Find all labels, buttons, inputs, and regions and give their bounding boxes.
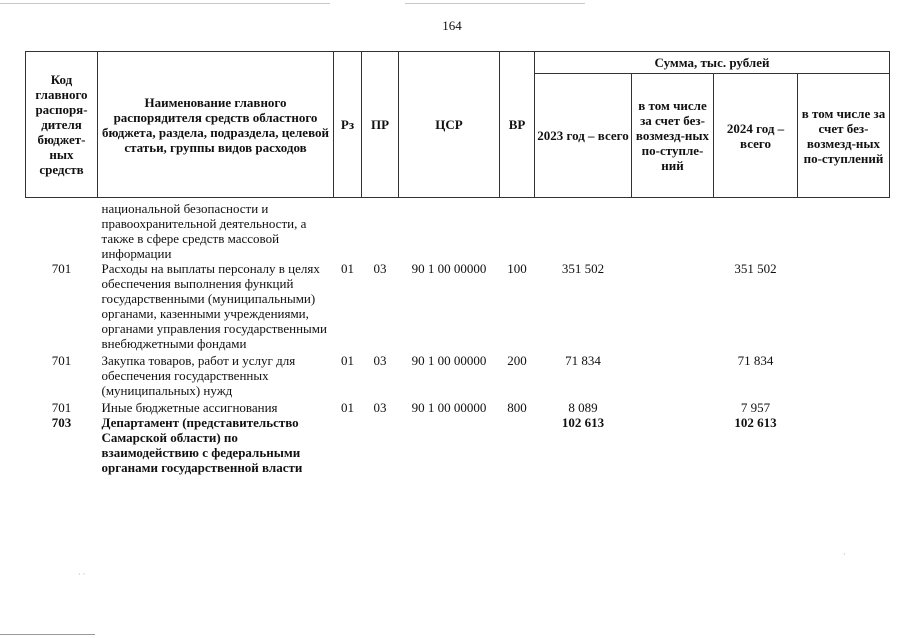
row-pr: 03 [373,400,387,415]
row-2024-free [798,261,890,351]
header-rz: Рз [334,52,362,198]
row-2023-free [632,198,714,262]
row-vr: 100 [507,261,527,276]
row-name: Закупка товаров, работ и услуг для обеспечения государственных (муниципальных) нужд [101,353,296,398]
row-2024-free [798,398,890,415]
row-pr: 03 [373,353,387,368]
row-2024-free [798,415,890,475]
scan-speck: · · [78,570,86,579]
header-csr: ЦСР [399,52,500,198]
row-2023-total [535,198,632,262]
row-code: 701 [51,261,72,276]
row-rz: 01 [341,261,354,276]
row-2024-free [798,198,890,262]
header-2024-total: 2024 год – всего [714,74,798,198]
row-csr: 90 1 00 00000 [411,400,487,415]
header-code: Код главного распоря-дителя бюджет-ных средств [26,52,98,198]
row-name: национальной безопасности и правоохранительной деятельности, а также в сфере средств массовой информации [101,201,307,261]
row-2024-free [798,351,890,398]
budget-table [25,51,890,475]
scan-speck: · [843,550,846,559]
row-vr: 800 [507,400,527,415]
header-sum: Сумма, тыс. рублей [535,52,890,74]
row-rz [334,415,362,475]
row-pr: 03 [373,261,387,276]
row-vr [500,415,535,475]
header-pr: ПР [362,52,399,198]
row-vr: 200 [507,353,527,368]
row-2023-total: 71 834 [565,353,601,368]
row-name: Иные бюджетные ассигнования [101,400,278,415]
table-body [26,198,890,476]
page-number: 164 [442,18,462,33]
row-csr: 90 1 00 00000 [411,261,487,276]
row-vr [500,198,535,262]
header-2023-total: 2023 год – всего [535,74,632,198]
table-row [26,261,890,351]
header-2024-free: в том числе за счет без-возмезд-ных по-ступлений [798,74,890,198]
row-2024-total: 71 834 [737,353,774,368]
row-2024-total [714,198,798,262]
row-rz: 01 [341,400,354,415]
row-2023-total: 102 613 [561,415,605,430]
row-2023-free [632,351,714,398]
table-row [26,198,890,262]
row-2024-total: 102 613 [734,415,777,430]
table-row [26,398,890,415]
scan-bottom-line [0,634,95,635]
row-2023-free [632,398,714,415]
row-2023-free [632,261,714,351]
row-name: Департамент (представительство Самарской области) по взаимодействию с федеральными органами государственной власти [101,415,303,475]
table-row [26,351,890,398]
row-pr [362,415,399,475]
table-header [26,52,890,198]
table-row [26,415,890,475]
row-pr [362,198,399,262]
header-name: Наименование главного распорядителя средств областного бюджета, раздела, подраздела, целевой статьи, группы видов расходов [98,52,334,198]
row-2023-total: 351 502 [561,261,605,276]
row-2023-free [632,415,714,475]
header-vr: ВР [500,52,535,198]
row-code: 703 [51,415,72,430]
header-2023-free: в том числе за счет без-возмезд-ных по-ступле-ний [632,74,714,198]
scan-top-line [405,3,585,4]
row-2023-total: 8 089 [568,400,598,415]
row-2024-total: 351 502 [734,261,777,276]
row-2024-total: 7 957 [740,400,771,415]
row-rz: 01 [341,353,354,368]
row-csr: 90 1 00 00000 [411,353,487,368]
row-name: Расходы на выплаты персоналу в целях обеспечения выполнения функций государственными (муниципальными) органами, казенными учреждениями, органами управления государственными внебюджетными фондами [101,261,327,351]
scan-top-line [0,3,330,4]
row-csr [399,415,500,475]
row-csr [399,198,500,262]
row-code: 701 [51,400,72,415]
row-rz [334,198,362,262]
row-code [26,198,98,262]
row-code: 701 [51,353,72,368]
